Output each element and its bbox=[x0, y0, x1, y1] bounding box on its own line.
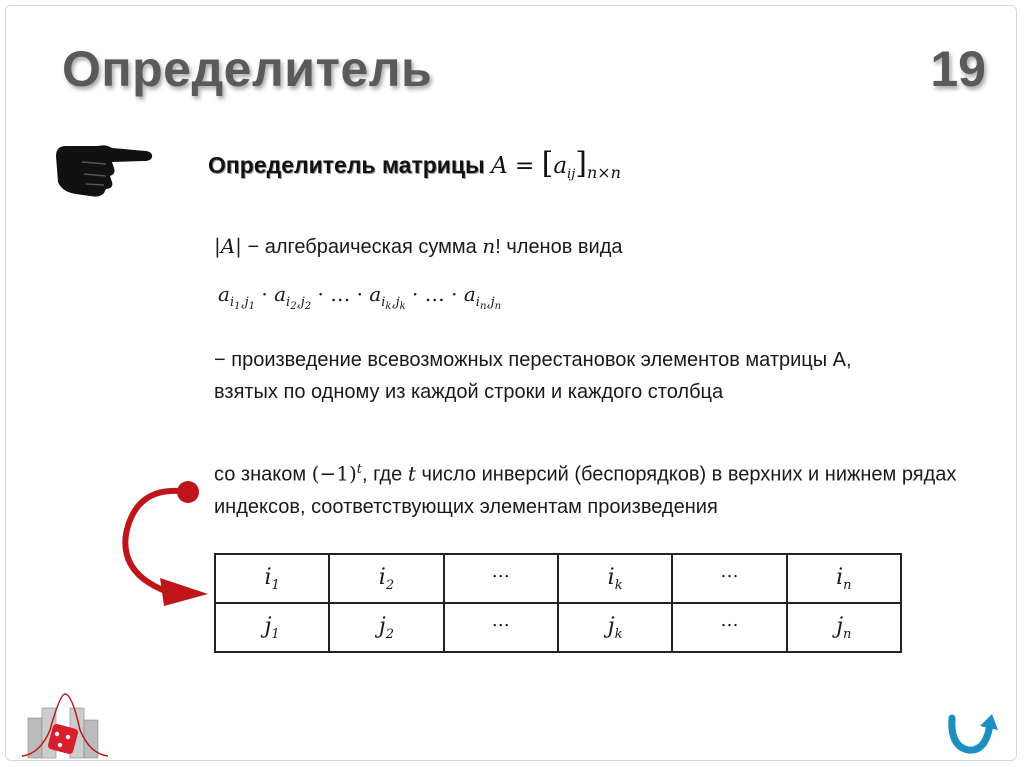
definition-line bbox=[214, 230, 623, 263]
definition-text: − алгебраическая сумма bbox=[241, 236, 483, 258]
index-cell: … bbox=[672, 554, 786, 603]
definition-rest: ! членов вида bbox=[495, 236, 623, 258]
index-cell: $i_2$ bbox=[329, 554, 443, 603]
heading-text: Определитель матрицы bbox=[208, 152, 492, 178]
index-cell: … bbox=[672, 603, 786, 652]
curved-arrow-icon bbox=[108, 474, 228, 614]
index-table-row bbox=[215, 603, 901, 652]
index-table-row bbox=[215, 554, 901, 603]
index-cell: … bbox=[444, 603, 558, 652]
probability-dice-logo bbox=[20, 690, 110, 762]
abs-a: |A| bbox=[214, 234, 242, 258]
heading-element: a bbox=[553, 153, 568, 179]
heading bbox=[208, 146, 621, 182]
index-cell: $j_n$ bbox=[787, 603, 901, 652]
description-text: − произведение всевозможных перестановок элементов матрицы A, взятых по одному из каждой строки и каждого столбца bbox=[214, 349, 852, 403]
return-arrow-icon[interactable] bbox=[944, 712, 1000, 756]
index-cell: … bbox=[444, 554, 558, 603]
index-cell: $j_1$ bbox=[215, 603, 329, 652]
heading-formula-lhs: A = bbox=[491, 153, 542, 179]
heading-bracket-close: ] bbox=[575, 146, 587, 181]
index-cell: $i_n$ bbox=[787, 554, 901, 603]
index-cell: $i_k$ bbox=[558, 554, 672, 603]
product-formula: $a_{i_1,j_1} \cdot a_{i_2,j_2}$ · … · $a_{i_k,j_k}$ · … · $a_{i_n,j_n}$ bbox=[218, 282, 502, 312]
index-cell: $j_2$ bbox=[329, 603, 443, 652]
sign-text: со знаком $(-1)^t$, где t число инверсий (беспорядков) в верхних и нижнем рядах индексов, соответствующих элементам произведения bbox=[214, 461, 957, 518]
index-cell: $i_1$ bbox=[215, 554, 329, 603]
page-number: 19 bbox=[930, 41, 986, 97]
index-table bbox=[214, 553, 902, 653]
heading-element-sub: ij bbox=[567, 167, 576, 182]
index-cell: $j_k$ bbox=[558, 603, 672, 652]
pointing-hand-icon bbox=[54, 138, 154, 198]
n-var: n bbox=[482, 234, 496, 258]
heading-bracket-open: [ bbox=[541, 146, 554, 181]
slide-title: Определитель bbox=[62, 41, 433, 97]
heading-dimension: n×n bbox=[586, 163, 621, 182]
